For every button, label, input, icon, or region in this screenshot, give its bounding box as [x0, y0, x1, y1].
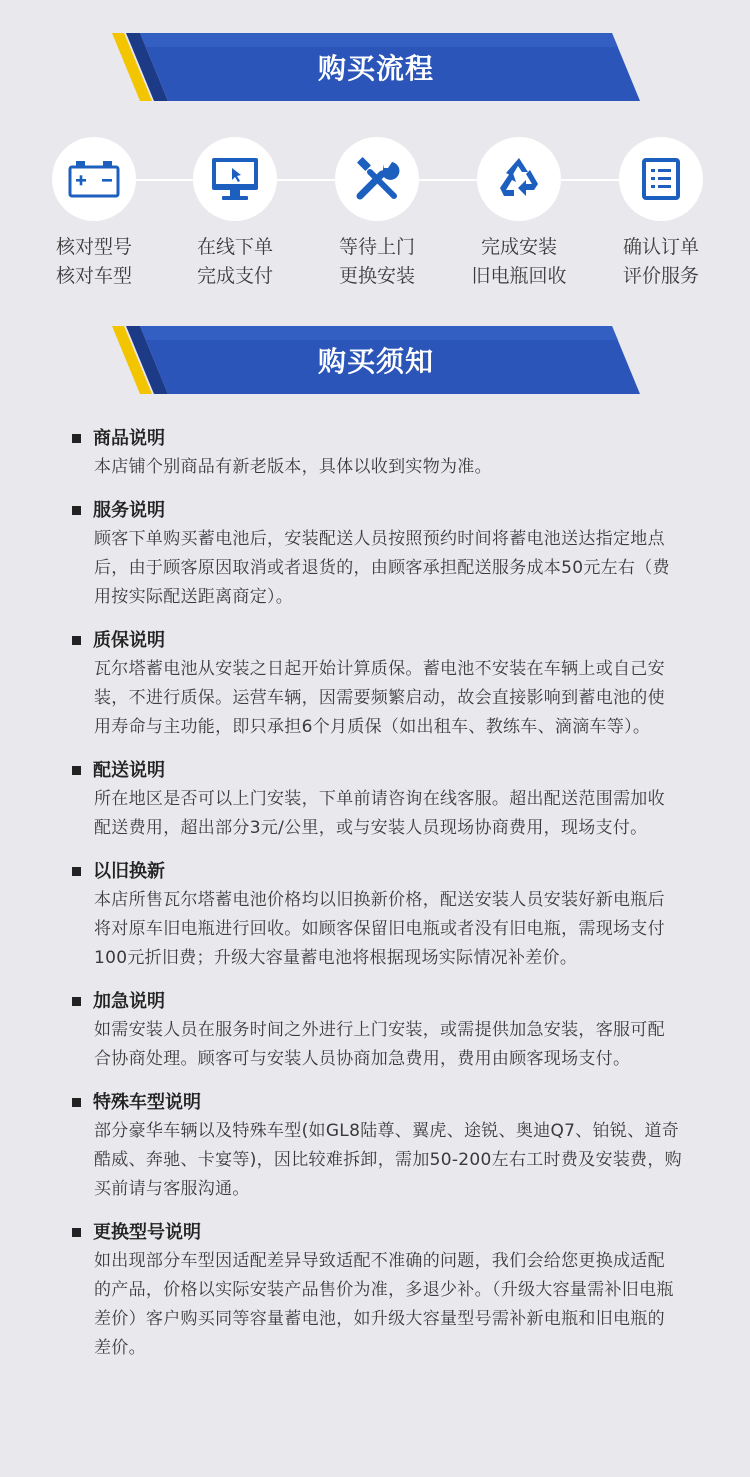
notice-body: 所在地区是否可以上门安装，下单前请咨询在线客服。超出配送范围需加收配送费用，超出部分3元/公里，或与安装人员现场协商费用，现场支付。	[94, 789, 665, 838]
notice-item	[72, 626, 682, 742]
notice-item	[72, 857, 682, 973]
notice-banner	[112, 326, 640, 394]
step-label-2: 更换安装	[338, 265, 415, 287]
notice-heading: 配送说明	[93, 760, 165, 781]
flow-steps	[0, 137, 750, 297]
notice-item	[72, 424, 682, 482]
notice-heading: 质保说明	[93, 630, 165, 651]
notice-item	[72, 1218, 682, 1363]
step-label-2: 核对车型	[55, 265, 132, 287]
notice-item	[72, 1088, 682, 1204]
battery-icon	[52, 137, 136, 221]
step-label-1: 等待上门	[338, 236, 415, 258]
bullet-square	[72, 997, 81, 1006]
bullet-square	[72, 867, 81, 876]
step-wait-install	[307, 137, 447, 291]
bullet-square	[72, 1098, 81, 1107]
notice-body: 本店所售瓦尔塔蓄电池价格均以旧换新价格，配送安装人员安装好新电瓶后将对原车旧电瓶进行回收。如顾客保留旧电瓶或者没有旧电瓶，需现场支付100元折旧费；升级大容量蓄电池将根据现场实际情况补差价。	[94, 890, 665, 968]
notice-heading: 商品说明	[93, 428, 165, 449]
bullet-square	[72, 434, 81, 443]
step-confirm-order	[591, 137, 731, 291]
computer-icon	[193, 137, 277, 221]
step-label-1: 在线下单	[196, 236, 273, 258]
flow-title: 购买流程	[317, 52, 434, 85]
notice-item	[72, 987, 682, 1074]
step-label-2: 评价服务	[622, 265, 699, 287]
recycle-icon	[477, 137, 561, 221]
notice-title: 购买须知	[317, 345, 434, 378]
step-label-2: 完成支付	[196, 265, 273, 287]
step-label-1: 确认订单	[622, 236, 699, 258]
bullet-square	[72, 766, 81, 775]
bullet-square	[72, 506, 81, 515]
order-list-icon	[619, 137, 703, 221]
notice-heading: 服务说明	[93, 500, 165, 521]
notice-body: 本店铺个别商品有新老版本，具体以收到实物为准。	[94, 457, 492, 477]
step-label-1: 完成安装	[480, 236, 557, 258]
notice-heading: 更换型号说明	[93, 1222, 201, 1243]
bullet-square	[72, 636, 81, 645]
notice-body: 瓦尔塔蓄电池从安装之日起开始计算质保。蓄电池不安装在车辆上或自己安装，不进行质保。运营车辆，因需要频繁启动，故会直接影响到蓄电池的使用寿命与主功能，即只承担6个月质保（如出租车、教练车、滴滴车等）。	[94, 659, 665, 737]
step-check-model	[24, 137, 164, 291]
step-order-online	[165, 137, 305, 291]
notice-body: 顾客下单购买蓄电池后，安装配送人员按照预约时间将蓄电池送达指定地点后，由于顾客原因取消或者退货的，由顾客承担配送服务成本50元左右（费用按实际配送距离商定）。	[94, 529, 670, 607]
tools-icon	[335, 137, 419, 221]
step-finish-install	[449, 137, 589, 291]
notice-body: 如出现部分车型因适配差异导致适配不准确的问题，我们会给您更换成适配的产品，价格以实际安装产品售价为准，多退少补。（升级大容量需补旧电瓶差价）客户购买同等容量蓄电池，如升级大容量型号需补新电瓶和旧电瓶的差价。	[94, 1251, 674, 1358]
notice-item	[72, 496, 682, 612]
notice-body: 如需安装人员在服务时间之外进行上门安装，或需提供加急安装，客服可配合协商处理。顾客可与安装人员协商加急费用，费用由顾客现场支付。	[94, 1020, 665, 1069]
flow-banner	[112, 33, 640, 101]
notice-item	[72, 756, 682, 843]
step-label-2: 旧电瓶回收	[471, 265, 567, 287]
notice-body: 部分豪华车辆以及特殊车型(如GL8陆尊、翼虎、途锐、奥迪Q7、铂锐、道奇酷威、奔驰、卡宴等)，因比较难拆卸，需加50-200左右工时费及安装费，购买前请与客服沟通。	[94, 1121, 682, 1199]
notice-heading: 以旧换新	[93, 861, 165, 882]
bullet-square	[72, 1228, 81, 1237]
notice-list	[72, 424, 682, 1377]
notice-heading: 特殊车型说明	[93, 1092, 201, 1113]
notice-heading: 加急说明	[93, 991, 165, 1012]
step-label-1: 核对型号	[55, 236, 132, 258]
